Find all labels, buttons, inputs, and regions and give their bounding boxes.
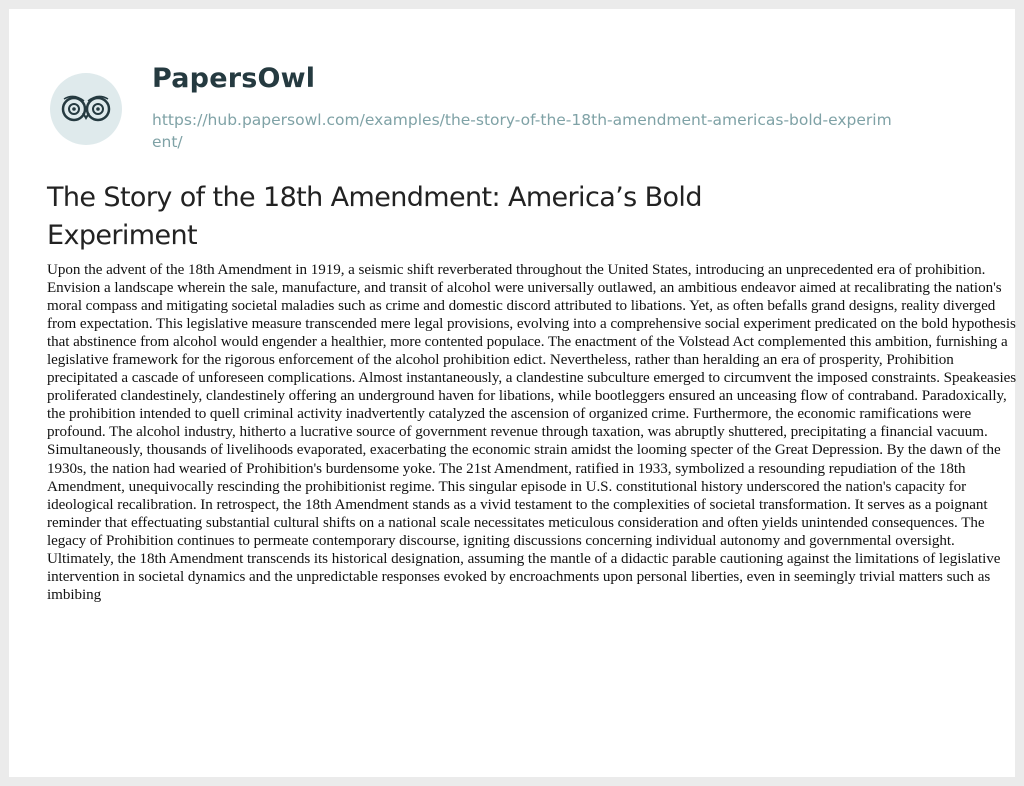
- page-title: The Story of the 18th Amendment: America’s Bold Experiment: [47, 182, 702, 251]
- owl-eyes-icon: [50, 73, 122, 145]
- source-url-link[interactable]: https://hub.papersowl.com/examples/the-story-of-the-18th-amendment-americas-bold-experiment/: [152, 111, 892, 151]
- article-body: Upon the advent of the 18th Amendment in 1919, a seismic shift reverberated throughout the United States, introducing an unprecedented era of prohibition. Envision a landscape wherein the sale, manufacture, and transit of alcohol were universally outlawed, an ambitious endeavor aimed at recalibrating the nation's moral compass and mitigating societal maladies such as crime and domestic discord attributed to libations. Yet, as often befalls grand designs, reality diverged from expectation. This legislative measure transcended mere legal provisions, evolving into a comprehensive social experiment predicated on the bold hypothesis that abstinence from alcohol would engender a healthier, more contented populace. The enactment of the Volstead Act complemented this ambition, furnishing a legislative framework for the rigorous enforcement of the alcohol prohibition edict. Nevertheless, rather than heralding an era of prosperity, Prohibition precipitated a cascade of unforeseen complications. Almost instantaneously, a clandestine subculture emerged to circumvent the imposed constraints. Speakeasies proliferated clandestinely, clandestinely offering an underground haven for libations, while bootleggers ensured an unceasing flow of contraband. Paradoxically, the prohibition intended to quell criminal activity inadvertently catalyzed the ascension of organized crime. Furthermore, the economic ramifications were profound. The alcohol industry, hitherto a lucrative source of government revenue through taxation, was abruptly shuttered, precipitating a financial vacuum. Simultaneously, thousands of livelihoods evaporated, exacerbating the economic strain amidst the looming specter of the Great Depression. By the dawn of the 1930s, the nation had wearied of Prohibition's burdensome yoke. The 21st Amendment, ratified in 1933, symbolized a resounding repudiation of the 18th Amendment, unequivocally rescinding the prohibitionist regime. This singular episode in U.S. constitutional history underscored the nation's capacity for ideological recalibration. In retrospect, the 18th Amendment stands as a vivid testament to the complexities of societal transformation. It serves as a poignant reminder that effectuating substantial cultural shifts on a national scale necessitates meticulous consideration and often yields unintended consequences. The legacy of Prohibition continues to permeate contemporary discourse, igniting discussions concerning individual autonomy and governmental oversight. Ultimately, the 18th Amendment transcends its historical designation, assuming the mantle of a didactic parable cautioning against the limitations of legislative intervention in societal dynamics and the unpredictable responses evoked by encroachments upon personal liberties, even in seemingly trivial matters such as imbibing: [47, 262, 1017, 603]
- brand-name: PapersOwl: [152, 63, 316, 94]
- document-page: [9, 9, 1015, 777]
